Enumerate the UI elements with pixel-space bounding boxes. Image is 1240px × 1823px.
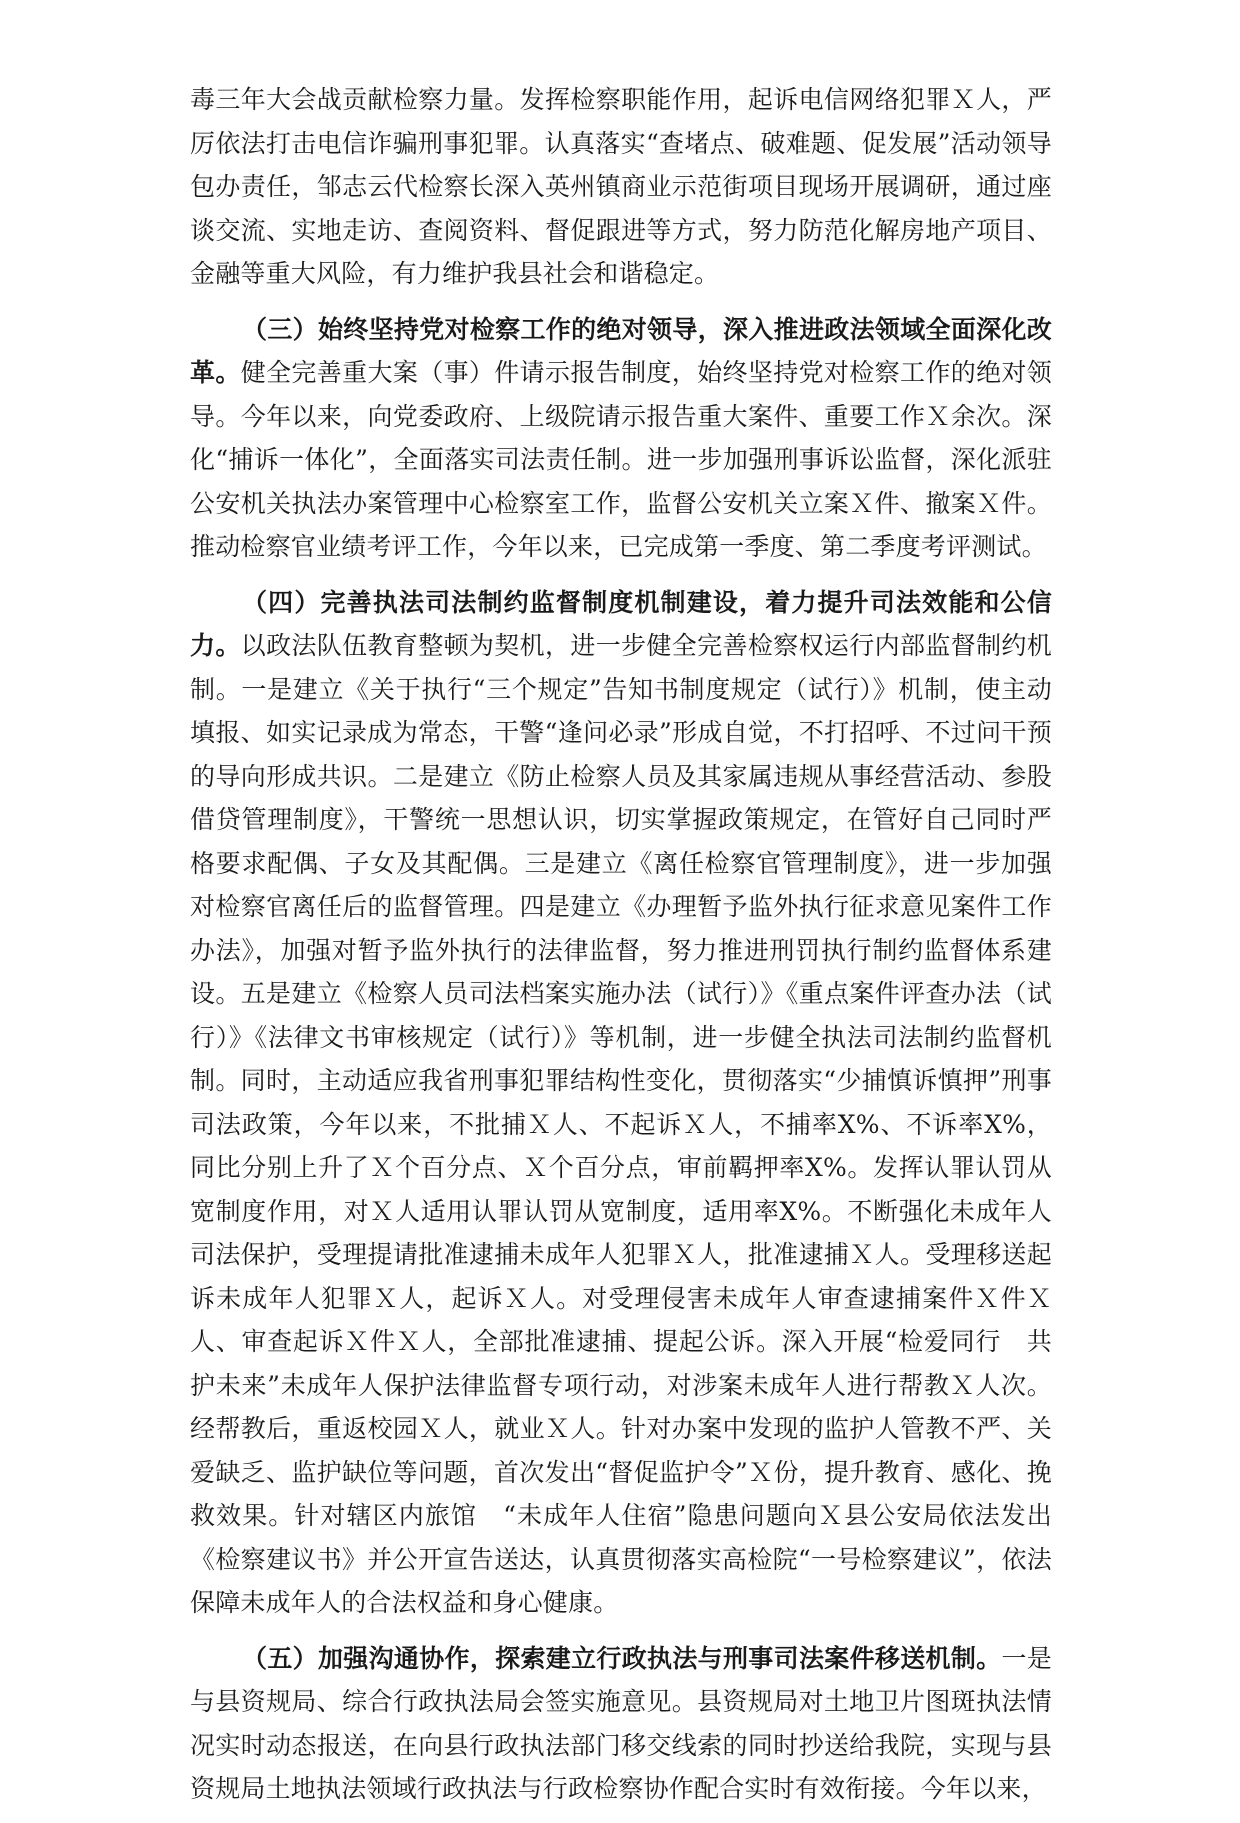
paragraph-body: 以政法队伍教育整顿为契机，进一步健全完善检察权运行内部监督制约机制。一是建立《关于执行“三个规定”告知书制度规定（试行）》机制，使主动填报、如实记录成为常态，干警“逢问必录”形成自觉，不打招呼、不过问干预的导向形成共识。二是建立《防止检察人员及其家属违规从事经营活动、参股借贷管理制度》，干警统一思想认识，切实掌握政策规定，在管好自己同时严格要求配偶、子女及其配偶。三是建立《离任检察官管理制度》，进一步加强对检察官离任后的监督管理。四是建立《办理暂予监外执行征求意见案件工作办法》，加强对暂予监外执行的法律监督，努力推进刑罚执行制约监督体系建设。五是建立《检察人员司法档案实施办法（试行）》《重点案件评查办法（试行）》《法律文书审核规定（试行）》等机制，进一步健全执法司法制约监督机制。同时，主动适应我省刑事犯罪结构性变化，贯彻落实“少捕慎诉慎押”刑事司法政策，今年以来，不批捕Ｘ人、不起诉Ｘ人，不捕率X%、不诉率X%，同比分别上升了Ｘ个百分点、Ｘ个百分点，审前羁押率X%。发挥认罪认罚从宽制度作用，对Ｘ人适用认罪认罚从宽制度，适用率X%。不断强化未成年人司法保护，受理提请批准逮捕未成年人犯罪Ｘ人，批准逮捕Ｘ人。受理移送起诉未成年人犯罪Ｘ人，起诉Ｘ人。对受理侵害未成年人审查逮捕案件Ｘ件Ｘ人、审查起诉Ｘ件Ｘ人，全部批准逮捕、提起公诉。深入开展“检爱同行 共护未来”未成年人保护法律监督专项行动，对涉案未成年人进行帮教Ｘ人次。经帮教后，重返校园Ｘ人，就业Ｘ人。针对办案中发现的监护人管教不严、关爱缺乏、监护缺位等问题，首次发出“督促监护令”Ｘ份，提升教育、感化、挽救效果。针对辖区内旅馆 “未成年人住宿”隐患问题向Ｘ县公安局依法发出《检察建议书》并公开宣告送达，认真贯彻落实高检院“一号检察建议”，依法保障未成年人的合法权益和身心健康。: [190, 631, 1052, 1617]
document-page: [190, 78, 1052, 1823]
paragraph-body: 健全完善重大案（事）件请示报告制度，始终坚持党对检察工作的绝对领导。今年以来，向党委政府、上级院请示报告重大案件、重要工作Ｘ余次。深化“捕诉一体化”，全面落实司法责任制。进一步加强刑事诉讼监督，深化派驻公安机关执法办案管理中心检察室工作，监督公安机关立案Ｘ件、撤案Ｘ件。推动检察官业绩考评工作，今年以来，已完成第一季度、第二季度考评测试。: [190, 358, 1052, 561]
paragraph-continuation: [190, 78, 1052, 296]
paragraph-body: 一是与县资规局、综合行政执法局会签实施意见。县资规局对土地卫片图斑执法情况实时动态报送，在向县行政执法部门移交线索的同时抄送给我院，实现与县资规局土地执法领域行政执法与行政检察协作配合实时有效衔接。今年以来，: [190, 1643, 1052, 1803]
paragraph-section-4: [190, 581, 1052, 1625]
paragraph-body: 毒三年大会战贡献检察力量。发挥检察职能作用，起诉电信网络犯罪Ｘ人，严厉依法打击电信诈骗刑事犯罪。认真落实“查堵点、破难题、促发展”活动领导包办责任，邹志云代检察长深入英州镇商业示范街项目现场开展调研，通过座谈交流、实地走访、查阅资料、督促跟进等方式，努力防范化解房地产项目、金融等重大风险，有力维护我县社会和谐稳定。: [190, 85, 1052, 288]
paragraph-section-5: [190, 1637, 1052, 1811]
section-heading: （四）完善执法司法制约监督制度机制建设，着力提升司法效能和公信力。: [190, 587, 1052, 660]
section-heading: （三）始终坚持党对检察工作的绝对领导，深入推进政法领域全面深化改革。: [190, 314, 1052, 387]
section-heading: （五）加强沟通协作，探索建立行政执法与刑事司法案件移送机制。: [242, 1643, 1002, 1673]
paragraph-section-3: [190, 308, 1052, 569]
